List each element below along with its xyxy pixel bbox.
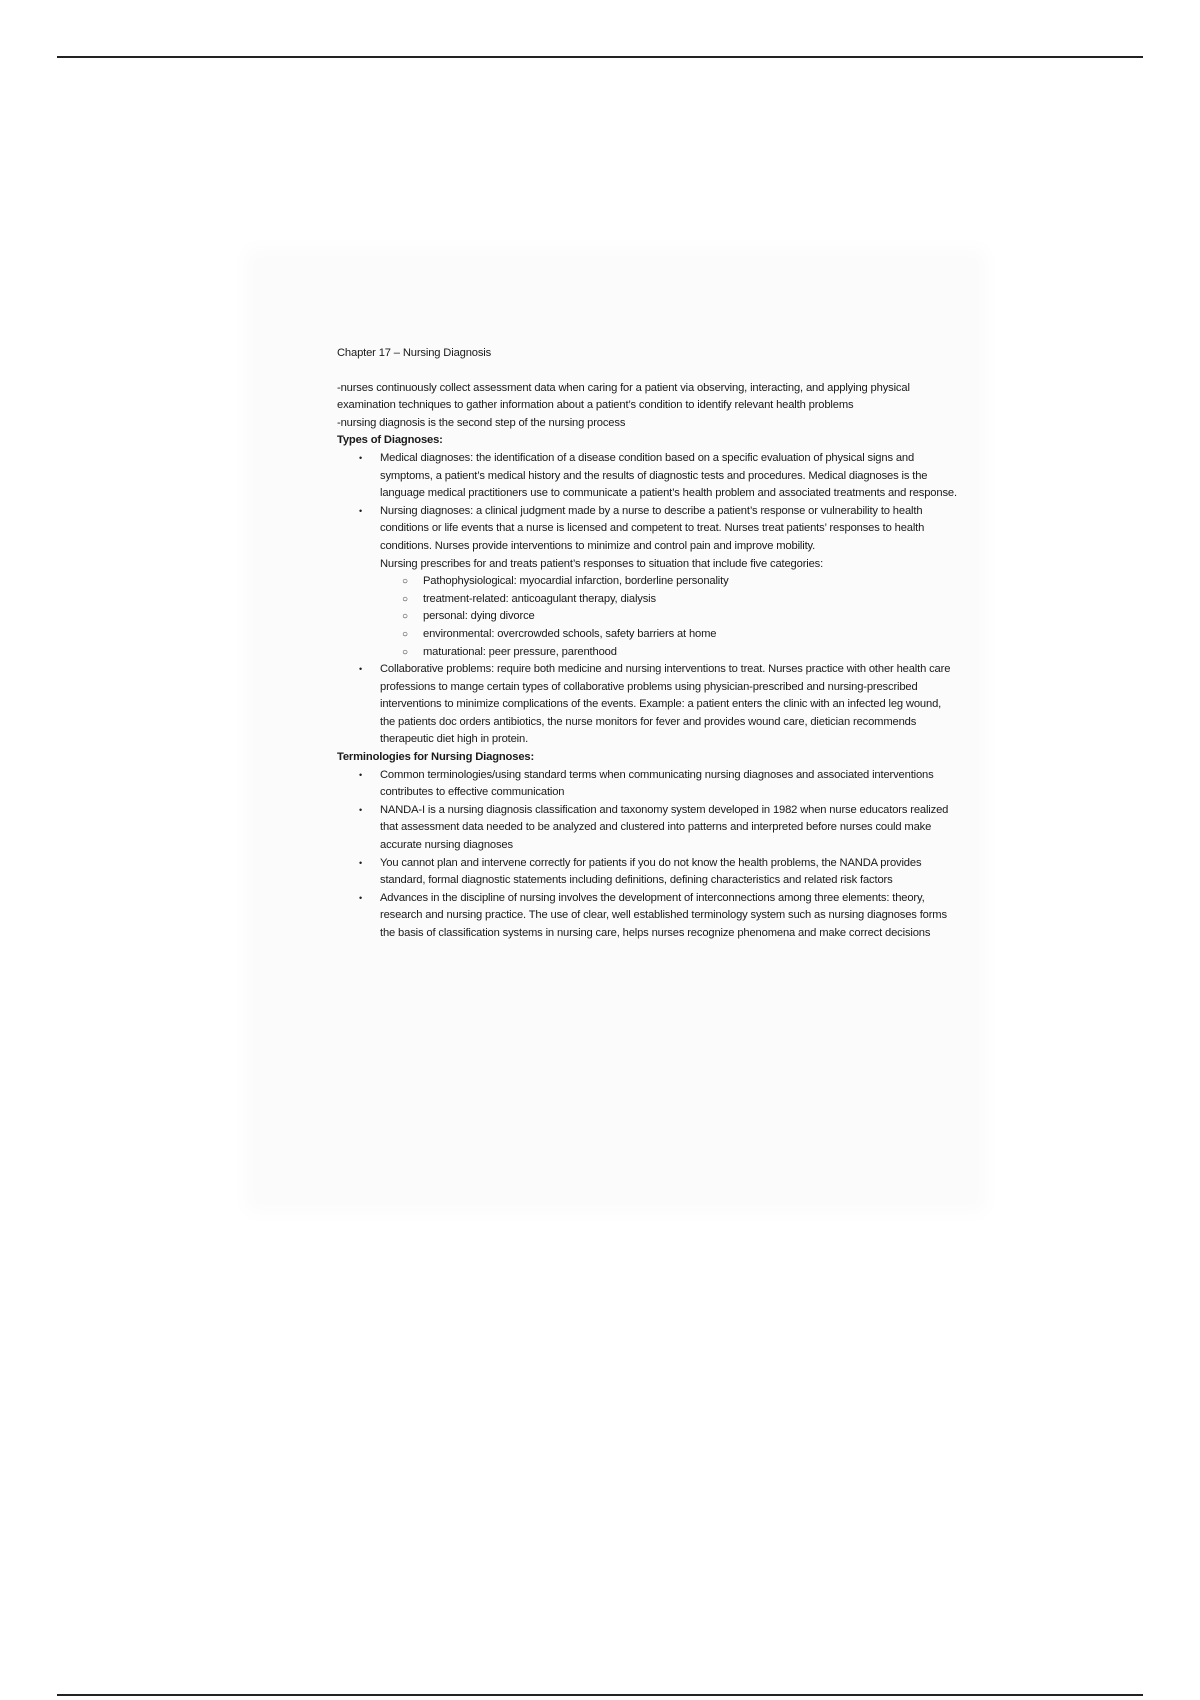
- types-list: [337, 450, 957, 749]
- bullet-icon: •: [359, 505, 363, 516]
- list-item: [359, 503, 957, 661]
- bullet-icon: •: [359, 892, 363, 903]
- sub-list-item: [402, 644, 957, 662]
- scanned-page: [255, 258, 977, 1203]
- document-body: [337, 345, 957, 943]
- list-item: [359, 450, 957, 503]
- section-heading-types: Types of Diagnoses:: [337, 434, 443, 447]
- circle-bullet-icon: ○: [402, 646, 408, 658]
- section-heading-terminologies: Terminologies for Nursing Diagnoses:: [337, 751, 535, 764]
- list-item: [359, 767, 957, 802]
- circle-bullet-icon: ○: [402, 576, 408, 588]
- circle-bullet-icon: ○: [402, 611, 408, 623]
- sub-list-item-text: environmental: overcrowded schools, safety barriers at home: [423, 627, 717, 640]
- list-item: [359, 890, 957, 943]
- list-item: [359, 661, 957, 749]
- list-item-text: NANDA-I is a nursing diagnosis classification and taxonomy system developed in 1982 when nurse educators realized that assessment data needed to be analyzed and clustered into patterns and interpreted before nurses could make accurate nursing diagnoses: [380, 803, 949, 852]
- sub-list-item: [402, 626, 957, 644]
- sub-list-item: [402, 608, 957, 626]
- terminologies-list: [337, 767, 957, 943]
- list-item-text: Common terminologies/using standard terms when communicating nursing diagnoses and associated interventions contributes to effective communication: [380, 768, 934, 799]
- list-item: [359, 855, 957, 890]
- bullet-icon: •: [359, 664, 363, 675]
- list-item-text: Collaborative problems: require both medicine and nursing interventions to treat. Nurses practice with other health care professions to mange certain types of collaborative problems using physician-prescribed and nursing-prescribed interventions to minimize complications of the events. Example: a patient enters the clinic with an infected leg wound, the patients doc orders antibiotics, the nurse monitors for fever and provides wound care, dietician recommends therapeutic diet high in protein.: [380, 663, 951, 746]
- list-item: [359, 802, 957, 855]
- sub-list-item-text: maturational: peer pressure, parenthood: [423, 645, 617, 658]
- intro-paragraph: -nurses continuously collect assessment data when caring for a patient via observing, interacting, and applying physical examination techniques to gather information about a patient’s condition to identify relevant health problems: [337, 381, 910, 412]
- bullet-icon: •: [359, 857, 363, 868]
- sub-list-item: [402, 591, 957, 609]
- categories-list: [380, 573, 957, 661]
- bullet-icon: •: [359, 452, 363, 463]
- list-item-text: Medical diagnoses: the identification of a disease condition based on a specific evaluation of physical signs and symptoms, a patient’s medical history and the results of diagnostic tests and procedures. Medical diagnoses is the language medical practitioners use to communicate a patient’s health problem and associated treatments and response.: [380, 451, 957, 500]
- circle-bullet-icon: ○: [402, 593, 408, 605]
- sub-list-item-text: Pathophysiological: myocardial infarction, borderline personality: [423, 575, 729, 588]
- list-item-text: You cannot plan and intervene correctly for patients if you do not know the health problems, the NANDA provides standard, formal diagnostic statements including definitions, defining characteristics and related risk factors: [380, 856, 922, 887]
- sub-list-item-text: treatment-related: anticoagulant therapy, dialysis: [423, 592, 656, 605]
- document-title: Chapter 17 – Nursing Diagnosis: [337, 347, 492, 359]
- list-item-text: Advances in the discipline of nursing involves the development of interconnections among three elements: theory, research and nursing practice. The use of clear, well established terminology system such as nursing diagnoses forms the basis of classification systems in nursing care, helps nurses recognize phenomena and make correct decisions: [380, 891, 947, 939]
- top-rule: [57, 56, 1143, 58]
- bullet-icon: •: [359, 804, 363, 815]
- circle-bullet-icon: ○: [402, 628, 408, 640]
- bottom-rule: [57, 1694, 1143, 1696]
- sub-list-item-text: personal: dying divorce: [423, 610, 535, 623]
- intro-paragraph: -nursing diagnosis is the second step of the nursing process: [337, 416, 626, 429]
- sub-list-item: [402, 573, 957, 591]
- list-item-continuation: Nursing prescribes for and treats patient’s responses to situation that include five categories:: [380, 557, 824, 570]
- bullet-icon: •: [359, 769, 363, 780]
- list-item-text: Nursing diagnoses: a clinical judgment made by a nurse to describe a patient’s response or vulnerability to health conditions or life events that a nurse is licensed and competent to treat. Nurses treat patients’ responses to health conditions. Nurses provide interventions to minimize and control pain and improve mobility.: [380, 504, 925, 552]
